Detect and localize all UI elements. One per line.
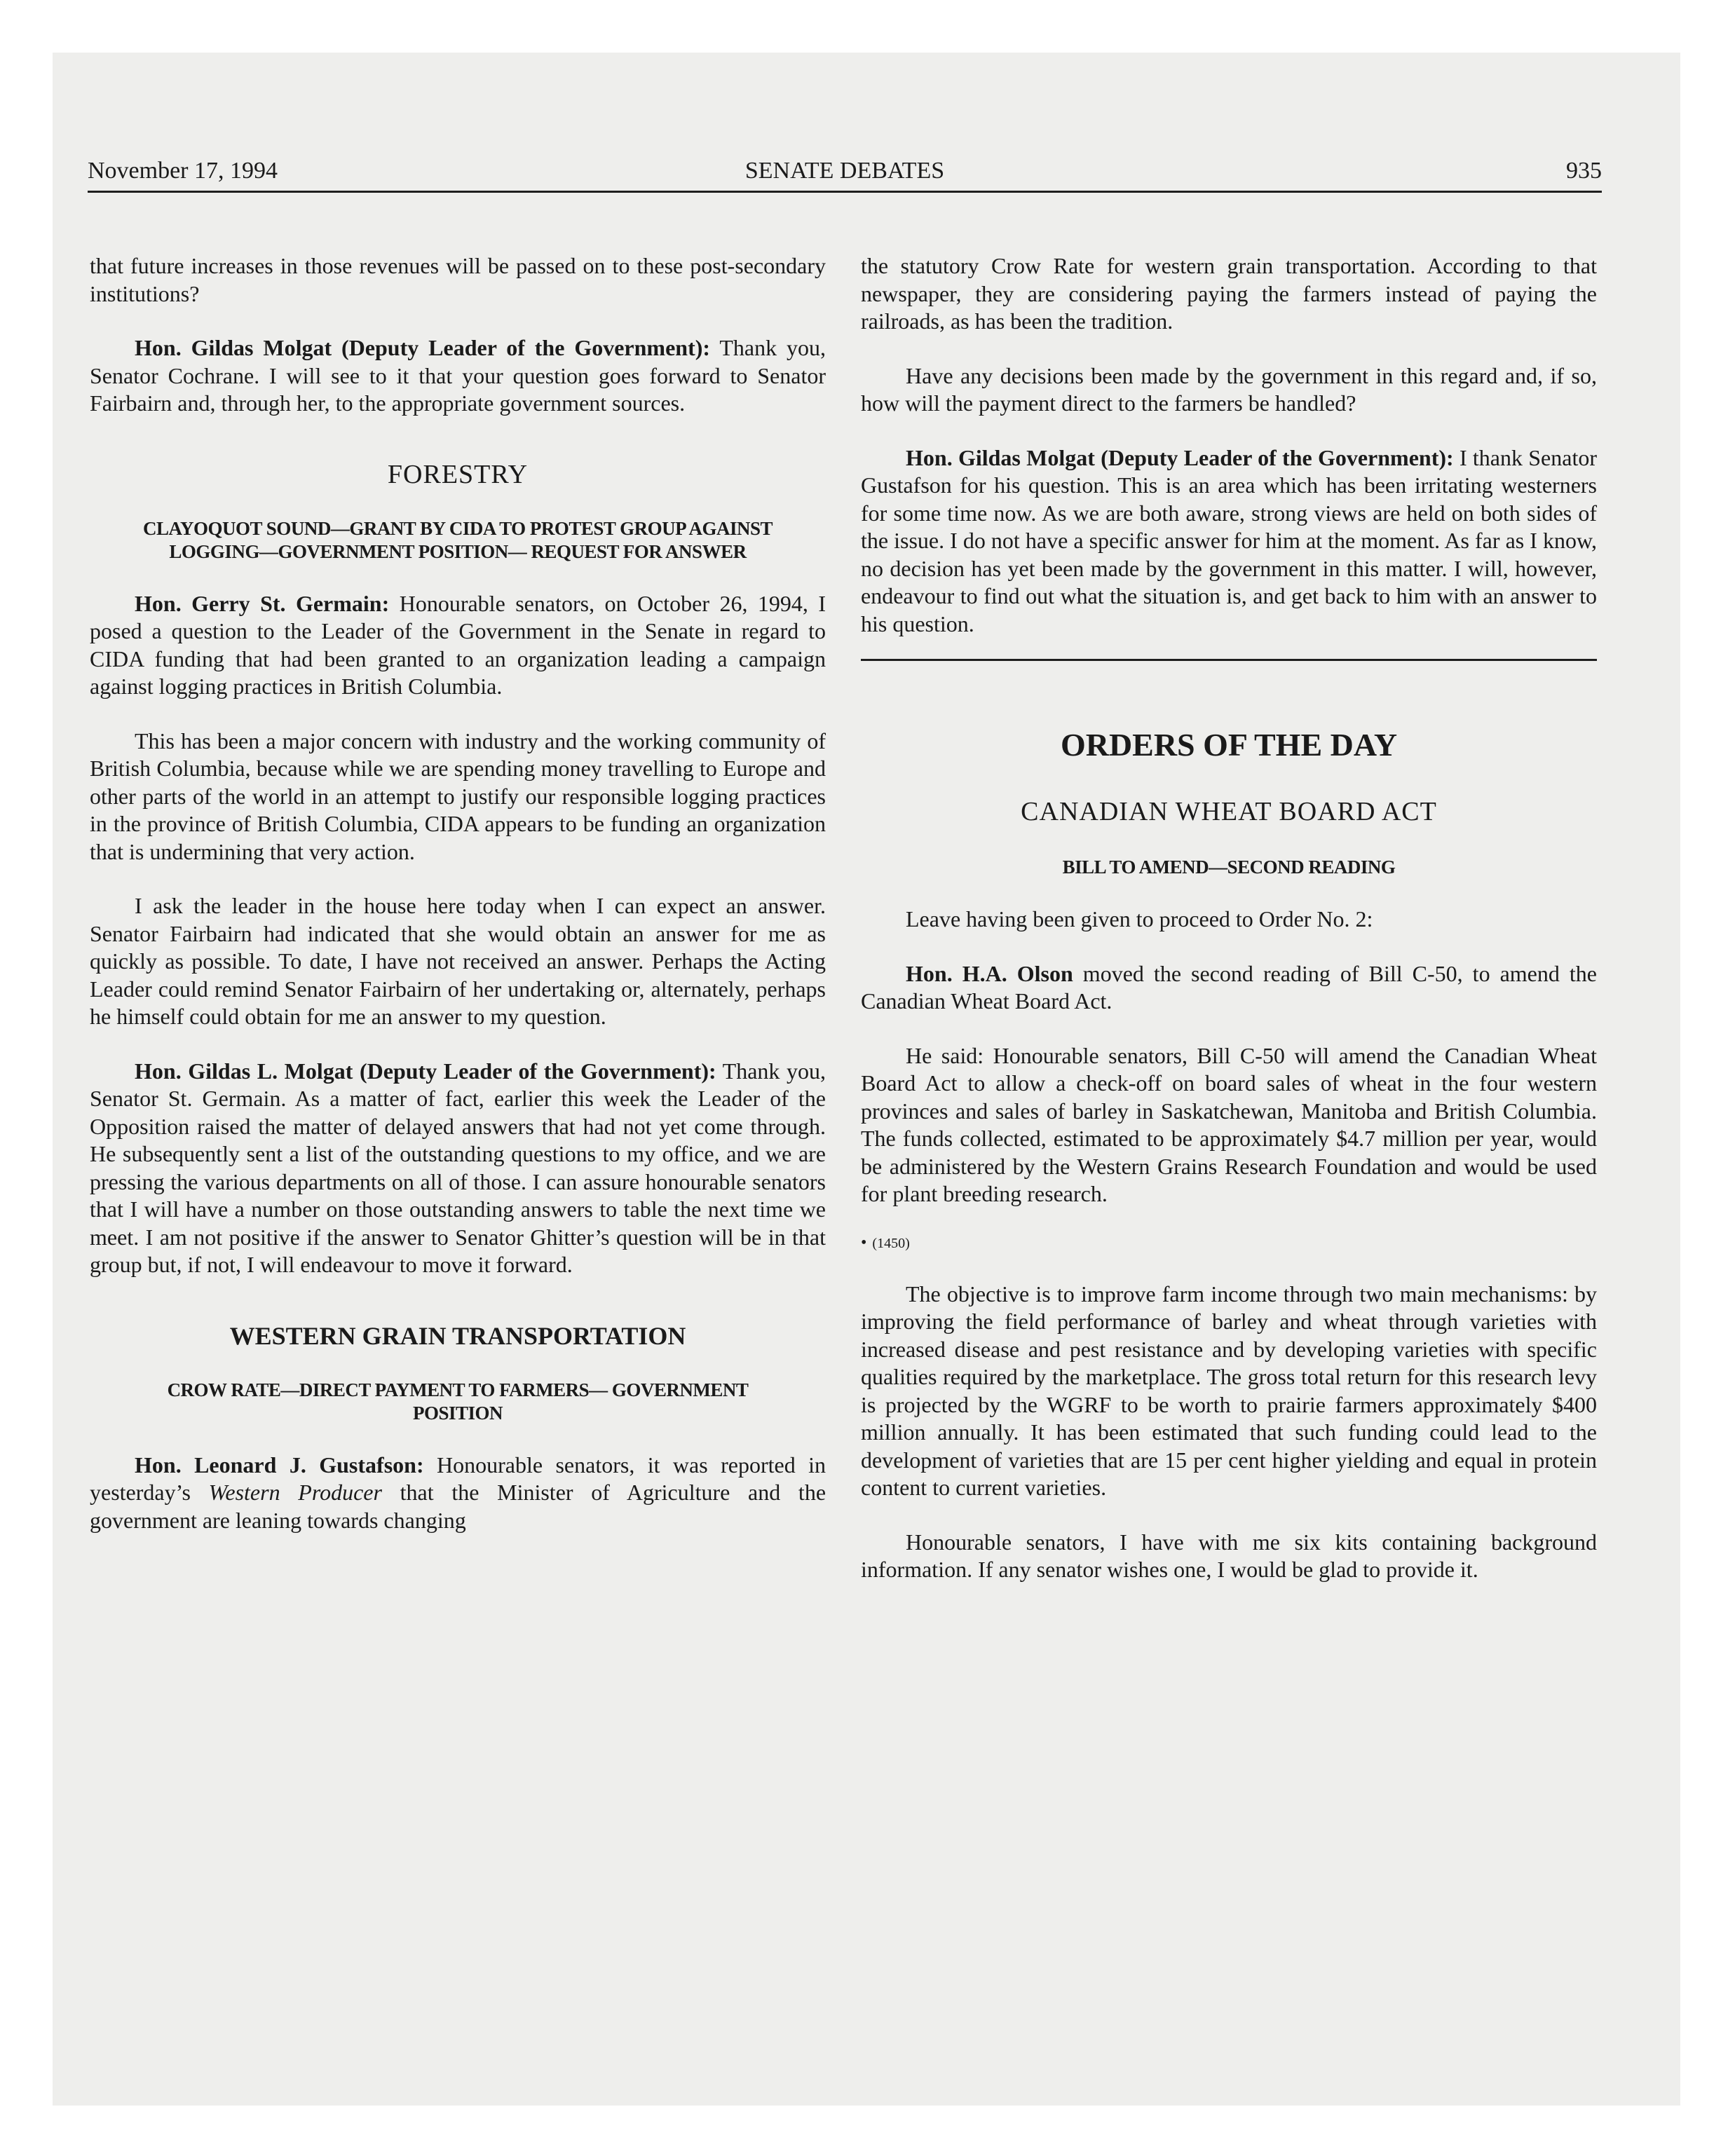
paragraph	[90, 334, 826, 418]
header-title: SENATE DEBATES	[744, 158, 945, 184]
timestamp-marker	[861, 1232, 1597, 1254]
section-divider	[861, 659, 1597, 661]
speech-text: Honourable senators, it was reported in yesterday’s	[90, 1452, 826, 1505]
speaker-name: Hon. H.A. Olson	[906, 960, 1073, 986]
speaker-name: Hon. Gildas Molgat (Deputy Leader of the Government):	[906, 444, 1454, 470]
speaker-name: Hon. Gildas L. Molgat (Deputy Leader of the Government):	[135, 1058, 716, 1084]
paragraph: that future increases in those revenues will be passed on to these post-secondary institutions?	[90, 253, 826, 306]
left-column	[90, 252, 826, 1534]
speaker-name: Hon. Leonard J. Gustafson:	[135, 1452, 424, 1478]
speech-text: Thank you, Senator St. Germain. As a matter of fact, earlier this week the Leader of the Opposition raised the matter of delayed answers that had not yet come through. He subsequently sent a list of the outstanding questions to my office, and we are pressing the various departments on all of those. I can assure honourable senators that I will have a number on those outstanding answers to table the next time we meet. I am not positive if the answer to Senator Ghitter’s question will be in that group but, if not, I will endeavour to move it forward.	[90, 1058, 826, 1277]
paragraph	[90, 1058, 826, 1279]
section-heading-western-grain: WESTERN GRAIN TRANSPORTATION	[229, 1321, 686, 1350]
subheading-crow-rate: CROW RATE—DIRECT PAYMENT TO FARMERS— GOVERNMENT POSITION	[167, 1379, 749, 1424]
speech-text: moved the second reading of Bill C-50, to amend the Canadian Wheat Board Act.	[861, 960, 1598, 1014]
speech-text: Honourable senators, on October 26, 1994, I posed a question to the Leader of the Government in the Senate in regard to CIDA funding that had been granted to an organization leading a campaign against logging practices in British Columbia.	[90, 590, 826, 699]
section-heading-wheat-board: CANADIAN WHEAT BOARD ACT	[1021, 797, 1437, 826]
page-header	[88, 156, 1602, 193]
paragraph	[90, 590, 826, 701]
bullet-icon: •	[861, 1233, 867, 1252]
paragraph: the statutory Crow Rate for western grain transportation. According to that newspaper, they are considering paying the farmers instead of paying the railroads, as has been the tradition.	[861, 253, 1597, 334]
paragraph	[90, 1452, 826, 1535]
orders-of-the-day-heading: ORDERS OF THE DAY	[1060, 727, 1398, 763]
speech-text: that the Minister of Agriculture and the government are leaning towards changing	[90, 1480, 826, 1533]
paragraph: The objective is to improve farm income through two main mechanisms: by improving the field performance of barley and wheat through varieties with increased disease and pest resistance and by developing varieties with specific qualities required by the marketplace. The gross total return for this research levy is projected by the WGRF to be worth to prairie farmers approximately $400 million annually. It has been estimated that such funding could lead to the development of varieties that are 15 per cent higher yielding and equal in protein content to current varieties.	[861, 1281, 1597, 1500]
paragraph: This has been a major concern with industry and the working community of British Columbia, because while we are spending money travelling to Europe and other parts of the world in an attempt to justify our responsible logging practices in the province of British Columbia, CIDA appears to be funding an organization that is undermining that very action.	[90, 728, 826, 864]
right-column	[861, 252, 1597, 1584]
paragraph: Honourable senators, I have with me six kits containing background information. If any senator wishes one, I would be glad to provide it.	[861, 1529, 1597, 1582]
paragraph	[861, 444, 1597, 639]
paragraph: He said: Honourable senators, Bill C-50 will amend the Canadian Wheat Board Act to allow a check-off on board sales of wheat in the four western provinces and sales of barley in Saskatchewan, Manitoba and British Columbia. The funds collected, estimated to be approximately $4.7 million per year, would be administered by the Western Grains Research Foundation and would be used for plant breeding research.	[861, 1042, 1597, 1206]
header-date: November 17, 1994	[88, 158, 278, 184]
speaker-name: Hon. Gildas Molgat (Deputy Leader of the Government):	[135, 335, 711, 360]
speaker-name: Hon. Gerry St. Germain:	[135, 590, 390, 616]
section-heading-forestry: FORESTRY	[387, 459, 529, 489]
speech-text: I thank Senator Gustafson for his question. This is an area which has been irritating westerners for some time now. As we are both aware, strong views are held on both sides of the issue. I do not have a specific answer for him at the moment. As far as I know, no decision has yet been made by the government in this matter. I will, however, endeavour to find out what the situation is, and get back to him with an answer to his question.	[861, 444, 1598, 636]
subheading-clayoquot: CLAYOQUOT SOUND—GRANT BY CIDA TO PROTEST GROUP AGAINST LOGGING—GOVERNMENT POSITION— REQUEST FOR ANSWER	[143, 517, 773, 562]
speech-text: Thank you, Senator Cochrane. I will see to it that your question goes forward to Senator Fairbairn and, through her, to the appropriate government sources.	[90, 335, 826, 416]
paragraph: Have any decisions been made by the government in this regard and, if so, how will the payment direct to the farmers be handled?	[861, 362, 1597, 416]
paragraph: Leave having been given to proceed to Order No. 2:	[906, 906, 1373, 932]
paragraph: I ask the leader in the house here today when I can expect an answer. Senator Fairbairn had indicated that she would obtain an answer for me as quickly as possible. To date, I have not received an answer. Perhaps the Acting Leader could remind Senator Fairbairn of her undertaking or, alternately, perhaps he himself could obtain for me an answer to my question.	[90, 893, 826, 1029]
timestamp-text: (1450)	[872, 1235, 910, 1251]
publication-title: Western Producer	[208, 1480, 382, 1505]
header-page-number: 935	[1566, 158, 1602, 184]
paragraph	[861, 960, 1597, 1016]
subheading-second-reading: BILL TO AMEND—SECOND READING	[1062, 857, 1396, 878]
